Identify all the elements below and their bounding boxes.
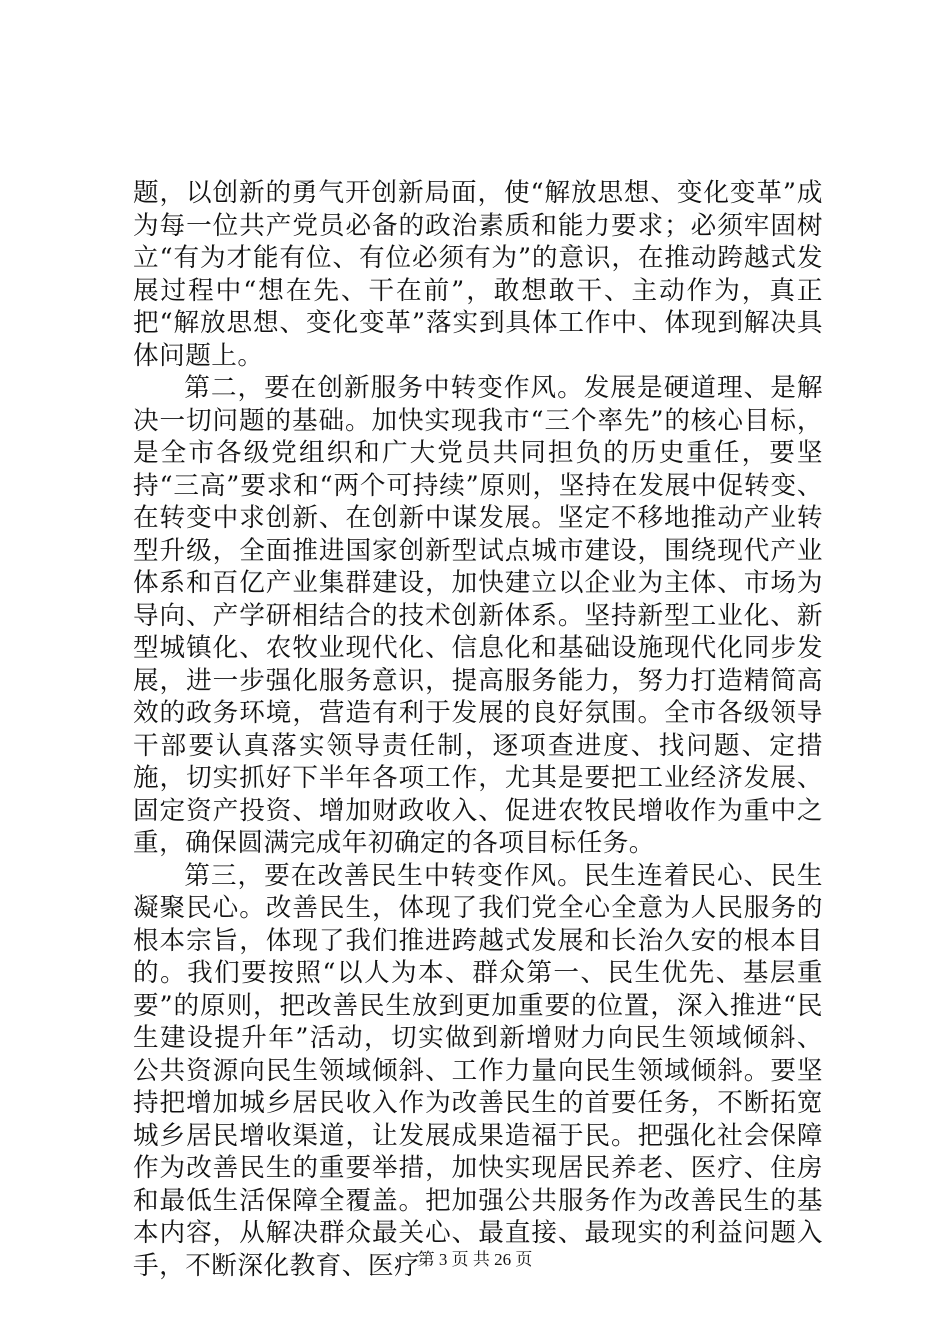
document-body <box>133 177 823 1282</box>
page-footer: 第 3 页 共 26 页 <box>417 1250 533 1269</box>
paragraph-continued: 题，以创新的勇气开创新局面，使“解放思想、变化变革”成为每一位共产党员必备的政治素质和能力要求；必须牢固树立“有为才能有位、有位必须有为”的意识，在推动跨越式发展过程中“想在先、干在前”，敢想敢干、主动作为，真正把“解放思想、变化变革”落实到具体工作中、体现到解决具体问题上。 <box>133 178 823 371</box>
paragraph-third: 第三，要在改善民生中转变作风。民生连着民心、民生凝聚民心。改善民生，体现了我们党全心全意为人民服务的根本宗旨，体现了我们推进跨越式发展和长治久安的根本目的。我们要按照“以人为本、群众第一、民生优先、基层重要”的原则，把改善民生放到更加重要的位置，深入推进“民生建设提升年”活动，切实做到新增财力向民生领域倾斜、公共资源向民生领域倾斜、工作力量向民生领域倾斜。要坚持把增加城乡居民收入作为改善民生的首要任务，不断拓宽城乡居民增收渠道，让发展成果造福于民。把强化社会保障作为改善民生的重要举措，加快实现居民养老、医疗、住房和最低生活保障全覆盖。把加强公共服务作为改善民生的基本内容，从解决群众最关心、最直接、最现实的利益问题入手，不断深化教育、医疗 <box>133 860 823 1281</box>
paragraph-second: 第二，要在创新服务中转变作风。发展是硬道理、是解决一切问题的基础。加快实现我市“三个率先”的核心目标，是全市各级党组织和广大党员共同担负的历史重任，要坚持“三高”要求和“两个可持续”原则，坚持在发展中促转变、在转变中求创新、在创新中谋发展。坚定不移地推动产业转型升级，全面推进国家创新型试点城市建设，围绕现代产业体系和百亿产业集群建设，加快建立以企业为主体、市场为导向、产学研相结合的技术创新体系。坚持新型工业化、新型城镇化、农牧业现代化、信息化和基础设施现代化同步发展，进一步强化服务意识，提高服务能力，努力打造精简高效的政务环境，营造有利于发展的良好氛围。全市各级领导干部要认真落实领导责任制，逐项查进度、找问题、定措施，切实抓好下半年各项工作，尤其是要把工业经济发展、固定资产投资、增加财政收入、促进农牧民增收作为重中之重，确保圆满完成年初确定的各项目标任务。 <box>133 373 823 858</box>
